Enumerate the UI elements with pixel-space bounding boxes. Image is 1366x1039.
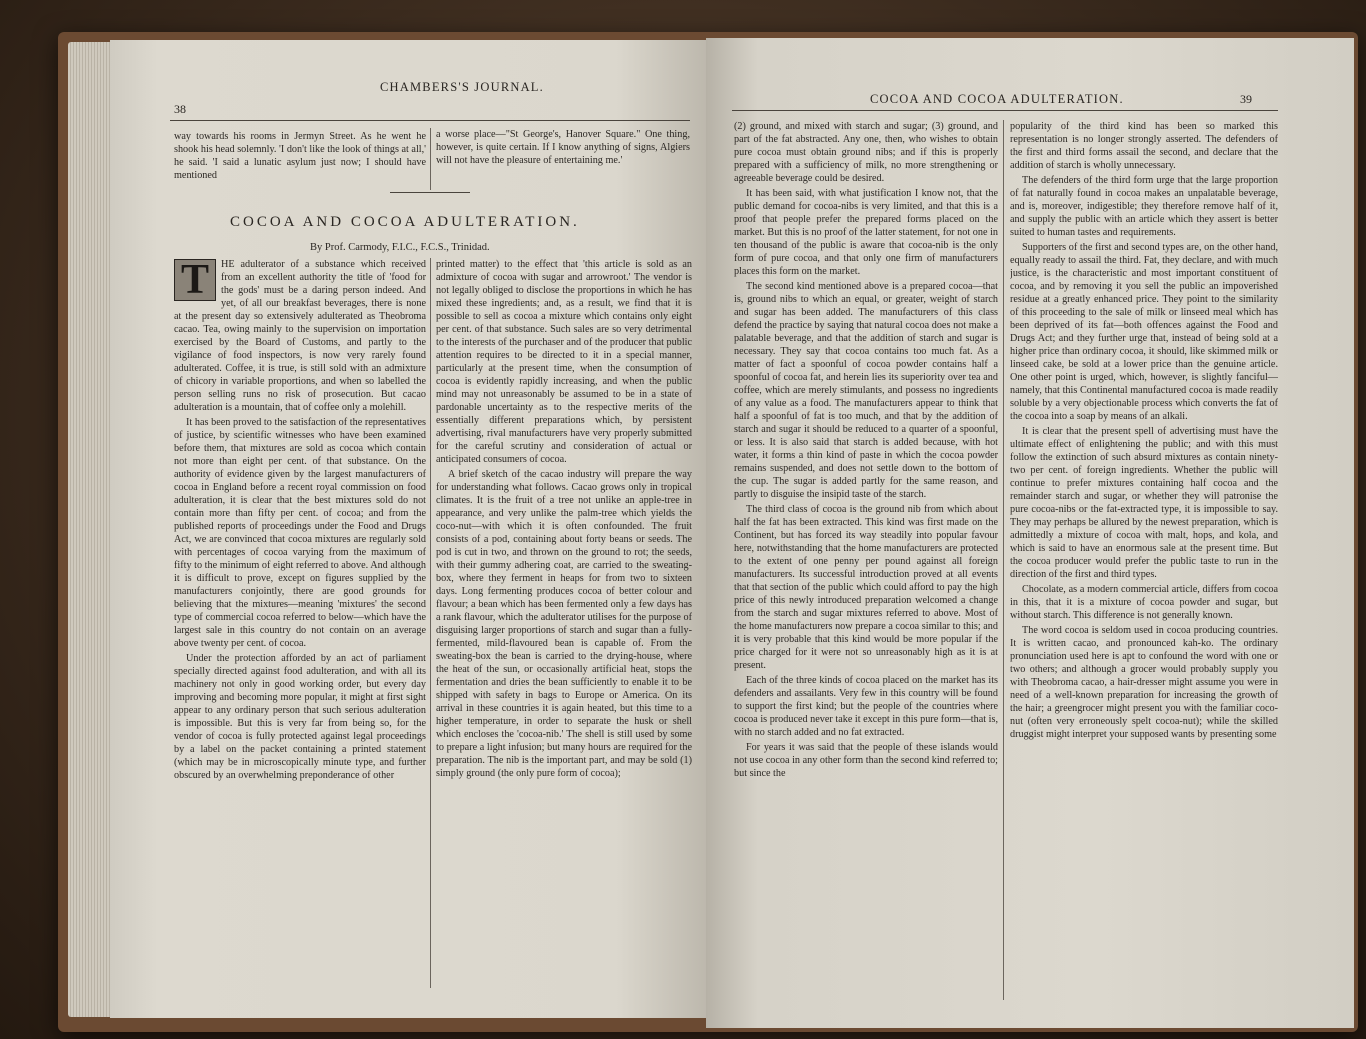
drop-cap: T — [174, 259, 216, 301]
section-divider — [390, 192, 470, 193]
paragraph: way towards his rooms in Jermyn Street. As he went he shook his head solemnly. 'I don't like the look of things at all,' he said. 'I said a lunatic asylum just now; I should have mentioned — [174, 131, 426, 181]
article-column-1 — [174, 258, 426, 988]
running-head: COCOA AND COCOA ADULTERATION. — [870, 92, 1124, 106]
continued-text-left — [174, 130, 426, 190]
paragraph: A brief sketch of the cacao industry will prepare the way for understanding what follows. Cacao grows only in tropical climates. It is the fruit of a tree not unlike an apple-tree in appearance, and very unlike the palm-tree which yields the coco-nut—with which it is often confounded. The fruit consists of a pod, containing about forty beans or seeds. The pod is cut in two, and thrown on the ground to rot; the seeds, with their gummy adhering coat, are carried to the sweating-box, where they ferment in heaps for from two to sixteen days. Long fermenting produces cocoa of better colour and flavour; a bean which has been fermented only a few days has a rank flavour, which the adulterator utilises for the purpose of disguising larger proportions of starch and sugar than a fully-fermented, mild-flavoured bean is capable of. From the sweating-box the bean is carried to the drying-house, where the heat of the sun, or occasionally artificial heat, stops the fermentation and dries the bean sufficiently to enable it to be shipped with safety in bags to Europe or America. On its arrival in these countries it is again heated, but this time to a higher temperature, in order to separate the husk or shell which encloses the 'cocoa-nib.' The shell is still used by some to prepare a light infusion; but many hours are required for the preparation. The nib is the important part, and may be sold (1) simply ground (the only pure form of cocoa); — [436, 469, 692, 779]
paragraph: For years it was said that the people of these islands would not use cocoa in any other form than the second kind referred to; but since the — [734, 742, 998, 779]
paragraph: Each of the three kinds of cocoa placed on the market has its defenders and assailants. Very few in this country will be found to support the first kind; but the people of the countries where cocoa is produced never take it except in this pure form—that is, with no starch added and no fat extracted. — [734, 675, 998, 738]
header-rule — [732, 110, 1278, 111]
page-number: 39 — [1240, 92, 1252, 106]
paragraph: a worse place—"St George's, Hanover Square." One thing, however, is quite certain. If I know anything of signs, Algiers will not have the pleasure of entertaining me.' — [436, 129, 690, 166]
article-column-4 — [1010, 120, 1278, 1000]
left-page — [110, 40, 706, 1018]
column-rule — [430, 128, 431, 190]
open-book — [58, 32, 1358, 1032]
page-edges — [68, 42, 116, 1017]
article-title: COCOA AND COCOA ADULTERATION. — [230, 214, 580, 230]
paragraph: The word cocoa is seldom used in cocoa producing countries. It is written cacao, and pronounced kah-ko. The ordinary pronunciation used here is apt to confound the word with one or two others; and although a grocer would probably supply you with Theobroma cacao, a hair-dresser might assume you were in need of a well-known preparation for increasing the growth of the hair; a greengrocer might present you with the familiar coco-nut (often very erroneously spelt cocoa-nut); while the skilled druggist might interpret your supposed wants by presenting some — [1010, 625, 1278, 740]
paragraph: The third class of cocoa is the ground nib from which about half the fat has been extracted. This kind was first made on the Continent, but has forced its way steadily into popular favour here, notwithstanding that the home manufacturers are protected to the extent of one penny per pound against all foreign manufacturers. Its successful introduction proved at all events that that section of the public which could afford to pay the high price of this newly introduced preparation welcomed a change from the starch and sugar mixtures referred to above. Most of the home manufacturers now prepare a cocoa similar to this; and it is very probable that this kind would be more popular if the price charged for it were not so unreasonably high as it is at present. — [734, 504, 998, 671]
column-rule — [1003, 120, 1004, 1000]
page-number: 38 — [174, 102, 186, 116]
paragraph: Under the protection afforded by an act of parliament specially directed against food adulteration, and with all its machinery not only in good working order, but every day improving and becoming more popular, it might at first sight appear to any ordinary person that such serious adulteration is impossible. But this is very far from being so, for the vendor of cocoa is fully protected against legal proceedings by a label on the packet containing a printed statement (which may be in microscopically minute type, and further obscured by an overwhelming preponderance of other — [174, 653, 426, 781]
article-column-2 — [436, 258, 692, 988]
paragraph: It has been proved to the satisfaction of the representatives of justice, by scientific witnesses who have been examined before them, that mixtures are sold as cocoa which contain not more than eight per cent. of that substance. On the authority of evidence given by the largest manufacturers of cocoa in England before a recent royal commission on food adulteration, it is clear that the best mixtures sold do not contain more than fifty per cent. of cocoa; and from the published reports of proceedings under the Food and Drugs Act, we are convinced that cocoa mixtures are regularly sold with percentages of cocoa varying from the maximum of fifty to the minimum of eight referred to above. And although it is difficult to prove, except on figures supplied by the manufacturers conjointly, there are good grounds for believing that the mixtures—meaning 'mixtures' the second type of commercial cocoa referred to below—which have the largest sale in this country do not contain on an average above twenty per cent. of cocoa. — [174, 417, 426, 649]
paragraph: popularity of the third kind has been so marked this representation is no longer strongly asserted. The defenders of the first and third forms assail the second, and declare that the addition of starch is wholly unnecessary. — [1010, 121, 1278, 171]
paragraph: The second kind mentioned above is a prepared cocoa—that is, ground nibs to which an equal, or greater, weight of starch and sugar has been added. The manufacturers of this class defend the practice by saying that natural cocoa does not make a palatable beverage, and that the addition of starch and sugar is necessary. They say that cocoa contains too much fat. As a matter of fact a spoonful of cocoa powder contains half a spoonful of cocoa fat, and herein lies its superiority over tea and coffee, which are merely stimulants, and possess no ingredients of any value as a food. The manufacturers appear to think that half a spoonful of fat is too much, and that by the addition of starch and sugar it should be reduced to a quarter of a spoonful, or less. It is also said that starch is added because, with hot water, it forms a thin kind of paste in which the cocoa powder remains suspended, and does not settle down to the bottom of the cup. The sugar is added partly for the same reason, and partly to disguise the insipid taste of the starch. — [734, 281, 998, 500]
paragraph: Supporters of the first and second types are, on the other hand, equally ready to assail the third. Fat, they declare, and with much justice, is the characteristic and most important constituent of cocoa, and by removing it you sell the public an impoverished residue at a greatly enhanced price. They point to the similarity of this proceeding to the sale of milk or linseed meal which has been deprived of its fat—both offences against the Food and Drugs Act; and they further urge that, instead of being sold at a higher price than ordinary cocoa, it should, like skimmed milk or linseed cake, be sold at a lower price than the genuine article. One other point is urged, which, however, is slightly fanciful—namely, that this Continental manufactured cocoa is made readily soluble by a very objectionable process which converts the fat of the cocoa into a soap by means of an alkali. — [1010, 242, 1278, 422]
byline: By Prof. Carmody, F.I.C., F.C.S., Trinidad. — [310, 242, 490, 253]
paragraph: It is clear that the present spell of advertising must have the ultimate effect of enlightening the public; and with this must follow the extinction of such absurd mixtures as contain ninety-two per cent. of foreign ingredients. Whether the public will continue to prefer mixtures containing half cocoa and the remainder starch and sugar, or whether they will patronise the pure cocoa-nibs or the fat-extracted type, it is impossible to say. They may perhaps be allured by the newest preparation, which is admittedly a mixture of cocoa with malt, hops, and kola, and which is said to have an enormous sale at the present time. But the cocoa producer would prefer the public taste to run in the direction of the first and third types. — [1010, 426, 1278, 580]
paragraph — [174, 258, 426, 414]
paragraph: The defenders of the third form urge that the large proportion of fat naturally found in cocoa makes an unpalatable beverage, and is, moreover, indigestible; they therefore remove half of it, and supply the public with an article which they assert is better suited to human tastes and requirements. — [1010, 175, 1278, 238]
header-rule — [170, 120, 690, 121]
paragraph-text: HE adulterator of a substance which received from an excellent authority the title of 'food for the gods' must be a daring person indeed. And yet, of all our breakfast beverages, there is none at the present day so extensively adulterated as Theobroma cacao. Tea, owing mainly to the supervision on importation exercised by the Board of Customs, and partly to the vigilance of food inspectors, is now very rarely found adulterated. Coffee, it is true, is still sold with an admixture of chicory in variable proportions, and when so labelled the person selling runs no risk of prosecution. But cacao adulteration is a mountain, that of coffee only a molehill. — [174, 259, 426, 413]
paragraph: Chocolate, as a modern commercial article, differs from cocoa in this, that it is a mixture of cocoa powder and sugar, but without starch. This difference is not generally known. — [1010, 584, 1278, 621]
paragraph: It has been said, with what justification I know not, that the public demand for cocoa-nibs is very limited, and that this is a proof that people prefer the prepared forms placed on the market. But this is no proof of the latter statement, for not one in ten thousand of the public is aware that cocoa-nib is the only form of pure cocoa, and that only one firm of manufacturers places this form on the market. — [734, 188, 998, 277]
paragraph: printed matter) to the effect that 'this article is sold as an admixture of cocoa with sugar and arrowroot.' The vendor is not legally obliged to disclose the proportions in which he has mixed these ingredients; and, as a result, we find that it is possible to sell as cocoa a mixture which contains only eight per cent. of that substance. Such sales are so very detrimental to the interests of the purchaser and of the producer that public attention requires to be directed to it in a special manner, particularly at the present time, when the consumption of cocoa is evidently rapidly increasing, and when the public mind may not unreasonably be assumed to be in a state of pardonable uncertainty as to the respective merits of the essentially different preparations which, by persistent advertising, rival manufacturers have very properly submitted for the careful scrutiny and consideration of actual or anticipated consumers of cocoa. — [436, 259, 692, 465]
continued-text-right — [436, 128, 690, 190]
article-column-3 — [734, 120, 998, 1000]
column-rule — [430, 258, 431, 988]
running-head: CHAMBERS'S JOURNAL. — [380, 80, 544, 94]
paragraph: (2) ground, and mixed with starch and sugar; (3) ground, and part of the fat abstracted. Any one, then, who wishes to obtain pure cocoa must obtain ground nibs; and if this is properly prepared with a sufficiency of milk, no more strengthening or agreeable beverage could be desired. — [734, 121, 998, 184]
right-page — [706, 38, 1354, 1028]
